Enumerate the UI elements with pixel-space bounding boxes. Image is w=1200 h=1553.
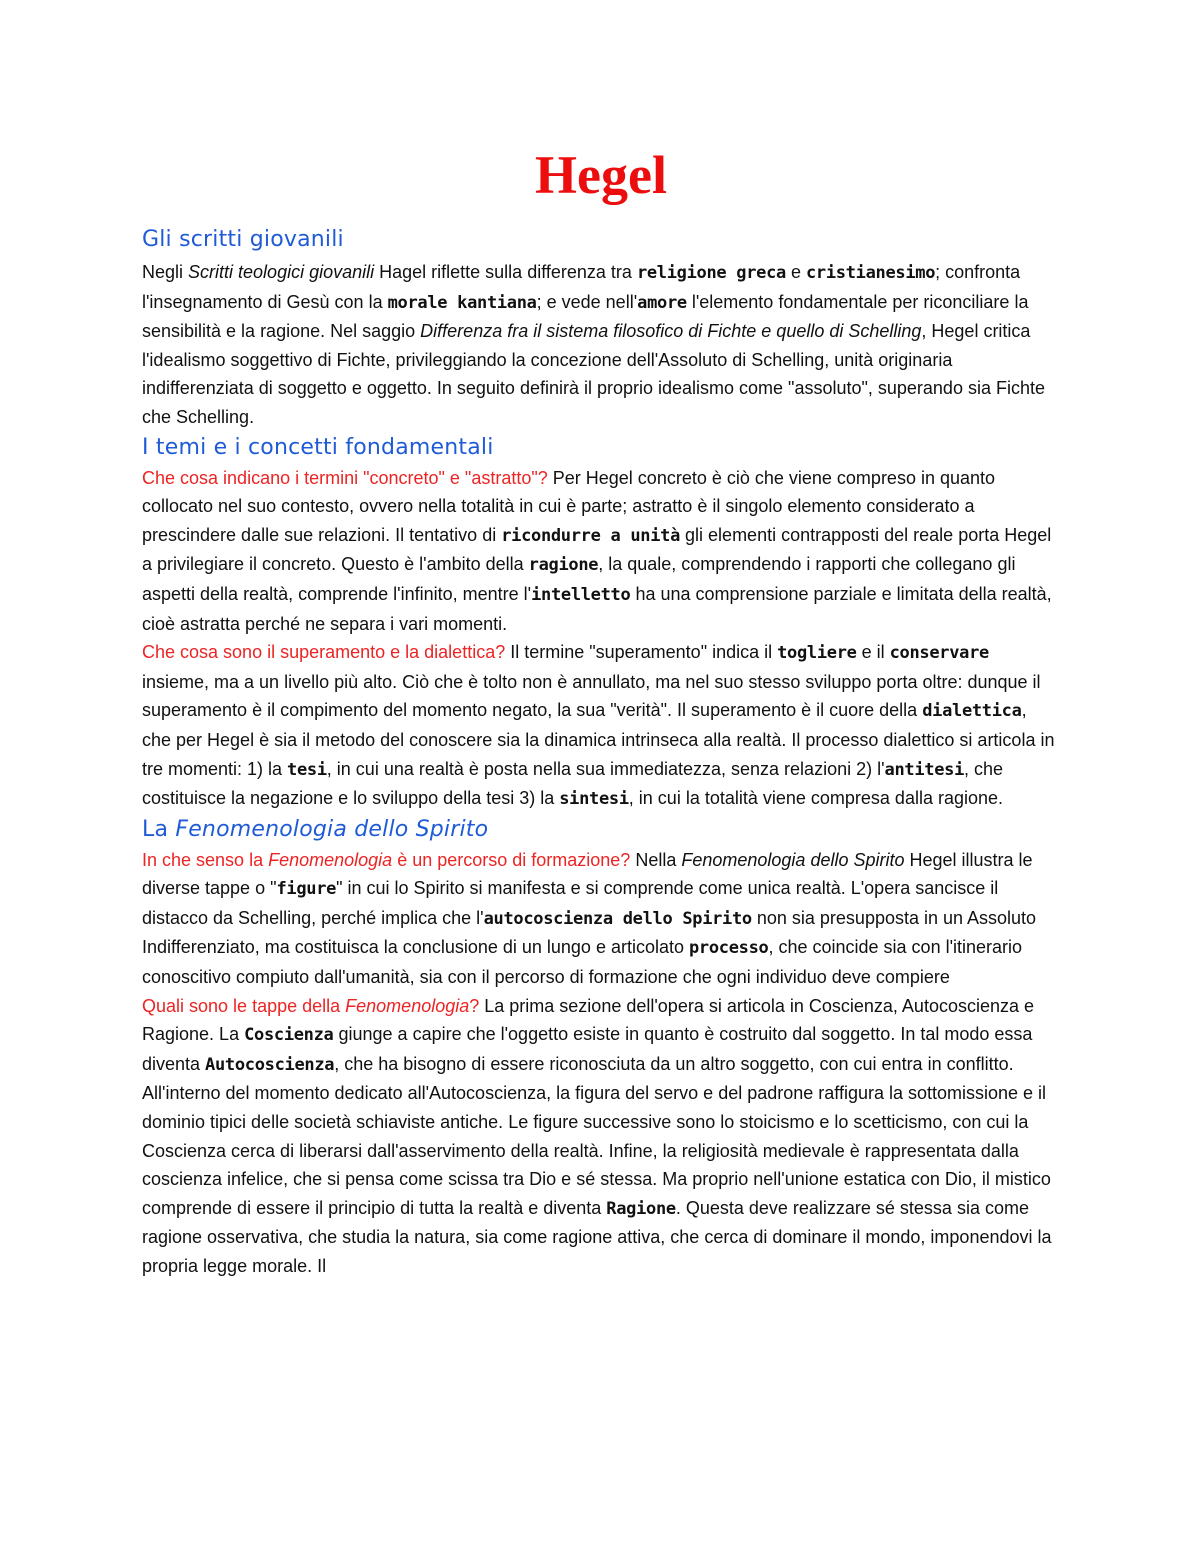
paragraph-percorso-formazione: In che senso la Fenomenologia è un percorso di formazione? Nella Fenomenologia dello Spirito Hegel illustra le diverse tappe o "figure" in cui lo Spirito si manifesta e si comprende come unica realtà. L'opera sancisce il distacco da Schelling, perché implica che l'autocoscienza dello Spirito non sia presupposta in un Assoluto Indifferenziato, ma costituisca la conclusione di un lungo e articolato processo, che coincide sia con l'itinerario conoscitivo compiuto dall'umanità, sia con il percorso di formazione che ogni individuo deve compiere: [142, 849, 1037, 988]
section-heading-scritti-giovanili: Gli scritti giovanili: [142, 227, 344, 252]
paragraph-superamento-dialettica: Che cosa sono il superamento e la dialettica? Il termine "superamento" indica il togliere e il conservare insieme, ma a un livello più alto. Ciò che è tolto non è annullato, ma nel suo stesso sviluppo porta oltre: dunque il superamento è il compimento del momento negato, la sua "verità". Il superamento è il cuore della dialettica, che per Hegel è sia il metodo del conoscere sia la dinamica intrinseca alla realtà. Il processo dialettico si articola in tre momenti: 1) la tesi, in cui una realtà è posta nella sua immediatezza, senza relazioni 2) l'antitesi, che costituisce la negazione e lo sviluppo della tesi 3) la sintesi, in cui la totalità viene compresa dalla ragione.: [142, 642, 1055, 810]
section-heading-fenomenologia: La Fenomenologia dello Spirito: [142, 816, 489, 842]
document-body: [142, 222, 1060, 1281]
paragraph-tappe-fenomenologia: Quali sono le tappe della Fenomenologia? La prima sezione dell'opera si articola in Coscienza, Autocoscienza e Ragione. La Coscienza giunge a capire che l'oggetto esiste in quanto è costruito dal soggetto. In tal modo essa diventa Autocoscienza, che ha bisogno di essere riconosciuta da un altro soggetto, con cui entra in conflitto. All'interno del momento dedicato all'Autocoscienza, la figura del servo e del padrone raffigura la sottomissione e il dominio tipici delle società schiaviste antiche. Le figure successive sono lo stoicismo e lo scetticismo, con cui la Coscienza cerca di liberarsi dall'asservimento della realtà. Infine, la religiosità medievale è rappresentata dalla coscienza infelice, che si pensa come scissa tra Dio e sé stessa. Ma proprio nell'unione estatica con Dio, il mistico comprende di essere il principio di tutta la realtà e diventa Ragione. Questa deve realizzare sé stessa sia come ragione osservativa, che studia la natura, sia come ragione attiva, che cerca di dominare il mondo, imponendovi la propria legge morale. Il: [142, 995, 1052, 1276]
question-superamento-dialettica: Che cosa sono il superamento e la dialettica?: [142, 642, 506, 663]
question-tappe-fenomenologia: Quali sono le tappe della Fenomenologia?: [142, 995, 480, 1016]
question-percorso-formazione: In che senso la Fenomenologia è un percorso di formazione?: [142, 849, 631, 870]
question-concreto-astratto: Che cosa indicano i termini "concreto" e "astratto"?: [142, 467, 548, 488]
document-title: Hegel: [535, 145, 667, 205]
paragraph-scritti-giovanili: Negli Scritti teologici giovanili Hagel riflette sulla differenza tra religione greca e cristianesimo; confronta l'insegnamento di Gesù con la morale kantiana; e vede nell'amore l'elemento fondamentale per riconciliare la sensibilità e la ragione. Nel saggio Differenza fra il sistema filosofico di Fichte e quello di Schelling, Hegel critica l'idealismo soggettivo di Fichte, privileggiando la concezione dell'Assoluto di Schelling, unità originaria indifferenziata di soggetto e oggetto. In seguito definirà il proprio idealismo come "assoluto", superando sia Fichte che Schelling.: [142, 262, 1045, 427]
section-heading-temi-concetti: I temi e i concetti fondamentali: [142, 434, 494, 460]
paragraph-concreto-astratto: Che cosa indicano i termini "concreto" e "astratto"? Per Hegel concreto è ciò che viene compreso in quanto collocato nel suo contesto, ovvero nella totalità in cui è parte; astratto è il singolo elemento considerato a prescindere dalle sue relazioni. Il tentativo di ricondurre a unità gli elementi contrapposti del reale porta Hegel a privilegiare il concreto. Questo è l'ambito della ragione, la quale, comprendendo i rapporti che collegano gli aspetti della realtà, comprende l'infinito, mentre l'intelletto ha una comprensione parziale e limitata della realtà, cioè astratta perché ne separa i vari momenti.: [142, 467, 1052, 634]
